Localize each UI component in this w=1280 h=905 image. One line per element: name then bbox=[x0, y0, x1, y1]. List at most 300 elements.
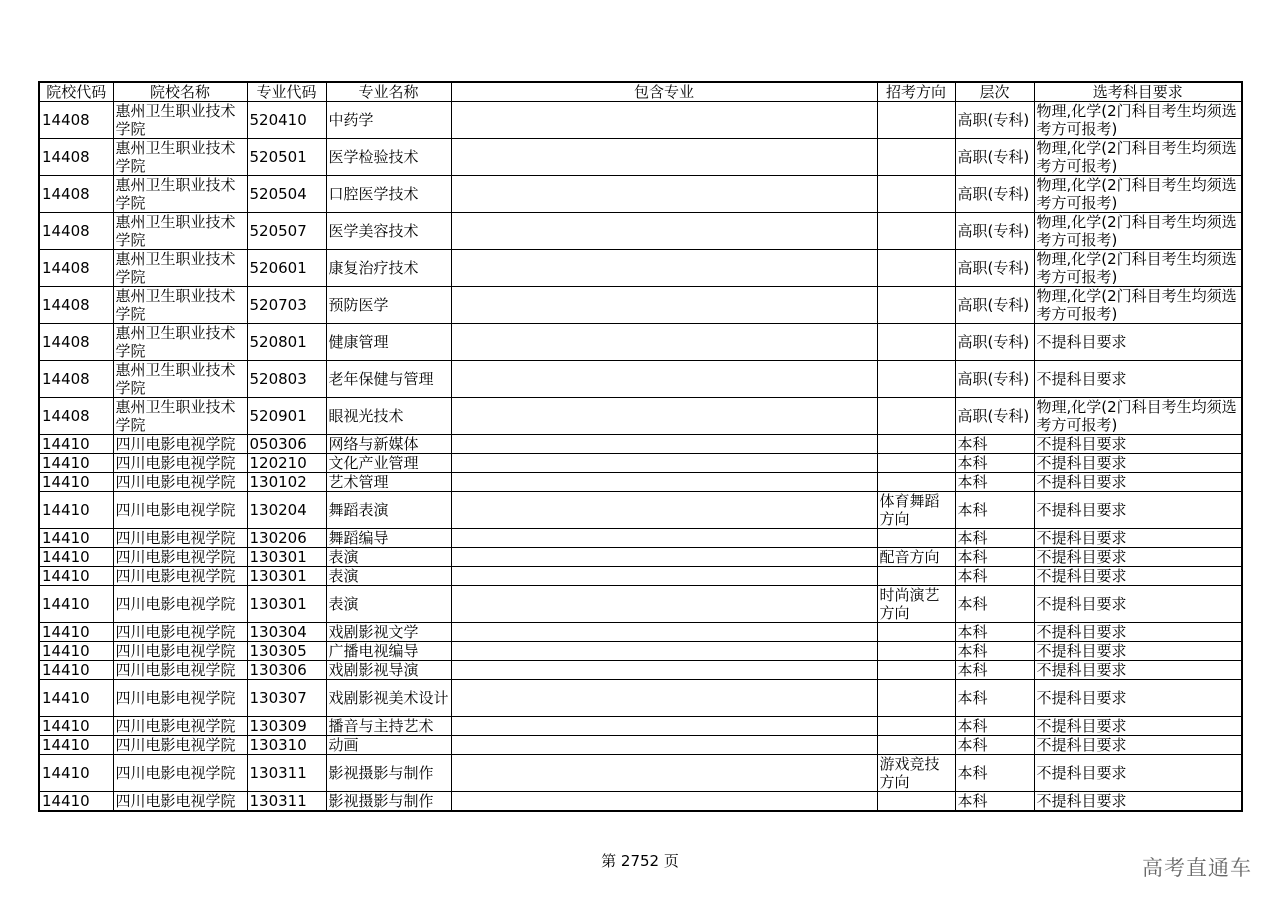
cell-level bbox=[955, 102, 1034, 139]
cell-included-majors-text bbox=[454, 435, 875, 453]
cell-major-code-text: 130309 bbox=[249, 717, 307, 735]
cell-school-name-text: 惠州卫生职业技术学院 bbox=[115, 361, 236, 397]
cell-school-name-text: 惠州卫生职业技术学院 bbox=[115, 287, 236, 323]
cell-requirement-text: 物理,化学(2门科目考生均须选考方可报考) bbox=[1036, 398, 1237, 434]
cell-major-name bbox=[326, 139, 451, 176]
cell-major-name bbox=[326, 717, 451, 736]
cell-requirement bbox=[1034, 287, 1242, 324]
cell-major-name-text: 医学美容技术 bbox=[328, 222, 419, 240]
cell-school-code-text: 14410 bbox=[42, 529, 90, 547]
cell-direction bbox=[877, 398, 955, 435]
table-row bbox=[39, 755, 1242, 792]
cell-major-code-text: 520803 bbox=[249, 370, 307, 388]
cell-level-text: 本科 bbox=[957, 529, 988, 547]
cell-direction-text bbox=[880, 642, 953, 660]
cell-direction bbox=[877, 548, 955, 567]
cell-school-code-text: 14410 bbox=[42, 567, 90, 585]
cell-included-majors bbox=[451, 567, 877, 586]
cell-requirement bbox=[1034, 529, 1242, 548]
cell-major-code bbox=[247, 717, 326, 736]
cell-major-code bbox=[247, 529, 326, 548]
cell-major-name-text: 播音与主持艺术 bbox=[328, 717, 434, 735]
cell-major-code-text: 130305 bbox=[249, 642, 307, 660]
cell-direction-text bbox=[880, 473, 953, 491]
cell-level-text: 本科 bbox=[957, 661, 988, 679]
cell-requirement-text: 不提科目要求 bbox=[1036, 567, 1127, 585]
cell-level bbox=[955, 361, 1034, 398]
cell-requirement bbox=[1034, 139, 1242, 176]
cell-direction-text bbox=[880, 792, 953, 810]
cell-level bbox=[955, 213, 1034, 250]
cell-school-code-text: 14410 bbox=[42, 689, 90, 707]
cell-level-text: 本科 bbox=[957, 595, 988, 613]
cell-major-name bbox=[326, 642, 451, 661]
cell-included-majors bbox=[451, 176, 877, 213]
cell-school-name-text: 惠州卫生职业技术学院 bbox=[115, 324, 236, 360]
cell-level bbox=[955, 139, 1034, 176]
cell-major-code bbox=[247, 473, 326, 492]
cell-requirement bbox=[1034, 642, 1242, 661]
cell-major-code bbox=[247, 755, 326, 792]
cell-school-name bbox=[113, 139, 247, 176]
cell-school-code bbox=[39, 435, 113, 454]
cell-included-majors bbox=[451, 361, 877, 398]
cell-requirement-text: 不提科目要求 bbox=[1036, 473, 1127, 491]
cell-direction-text: 游戏竞技方向 bbox=[879, 755, 940, 791]
cell-school-name-text: 四川电影电视学院 bbox=[115, 623, 236, 641]
cell-direction bbox=[877, 755, 955, 792]
cell-school-code bbox=[39, 139, 113, 176]
cell-requirement-text: 不提科目要求 bbox=[1036, 623, 1127, 641]
cell-major-name bbox=[326, 250, 451, 287]
table-row bbox=[39, 102, 1242, 139]
cell-school-name-text: 四川电影电视学院 bbox=[115, 548, 236, 566]
cell-major-name bbox=[326, 548, 451, 567]
cell-major-name-text: 艺术管理 bbox=[328, 473, 389, 491]
cell-major-code bbox=[247, 139, 326, 176]
cell-requirement-text: 物理,化学(2门科目考生均须选考方可报考) bbox=[1036, 287, 1237, 323]
cell-direction-text: 配音方向 bbox=[879, 548, 940, 566]
cell-school-code-text: 14408 bbox=[42, 222, 90, 240]
cell-major-name-text: 舞蹈编导 bbox=[328, 529, 389, 547]
cell-direction-text bbox=[880, 736, 953, 754]
cell-major-code-text: 520504 bbox=[249, 185, 307, 203]
cell-major-name bbox=[326, 755, 451, 792]
cell-major-name bbox=[326, 736, 451, 755]
cell-major-code-text: 130310 bbox=[249, 736, 307, 754]
cell-major-code-text: 130102 bbox=[249, 473, 307, 491]
cell-major-code bbox=[247, 661, 326, 680]
cell-major-code bbox=[247, 324, 326, 361]
cell-requirement bbox=[1034, 736, 1242, 755]
cell-school-name bbox=[113, 324, 247, 361]
cell-school-code-text: 14410 bbox=[42, 642, 90, 660]
table-row bbox=[39, 176, 1242, 213]
cell-major-name-text: 老年保健与管理 bbox=[328, 370, 434, 388]
cell-requirement bbox=[1034, 548, 1242, 567]
cell-level-text: 本科 bbox=[957, 567, 988, 585]
cell-major-name bbox=[326, 213, 451, 250]
cell-major-code-text: 050306 bbox=[249, 435, 307, 453]
cell-requirement bbox=[1034, 661, 1242, 680]
cell-school-name bbox=[113, 567, 247, 586]
table-row bbox=[39, 139, 1242, 176]
cell-included-majors bbox=[451, 250, 877, 287]
cell-major-name-text: 医学检验技术 bbox=[328, 148, 419, 166]
table-row bbox=[39, 680, 1242, 717]
header-school-name: 院校名称 bbox=[113, 82, 247, 102]
cell-major-name bbox=[326, 176, 451, 213]
cell-major-code-text: 130306 bbox=[249, 661, 307, 679]
cell-school-name bbox=[113, 680, 247, 717]
cell-included-majors-text bbox=[454, 567, 875, 585]
cell-school-code-text: 14410 bbox=[42, 454, 90, 472]
cell-school-code bbox=[39, 473, 113, 492]
cell-major-name-text: 戏剧影视文学 bbox=[328, 623, 419, 641]
cell-school-name bbox=[113, 435, 247, 454]
cell-school-name-text: 四川电影电视学院 bbox=[115, 473, 236, 491]
cell-direction bbox=[877, 642, 955, 661]
cell-school-code bbox=[39, 642, 113, 661]
cell-requirement bbox=[1034, 680, 1242, 717]
cell-major-name-text: 表演 bbox=[328, 567, 359, 585]
admission-table bbox=[38, 81, 1243, 812]
cell-major-name-text: 口腔医学技术 bbox=[328, 185, 419, 203]
cell-major-code-text: 130307 bbox=[249, 689, 307, 707]
cell-school-name bbox=[113, 623, 247, 642]
table-row bbox=[39, 567, 1242, 586]
cell-level bbox=[955, 398, 1034, 435]
cell-major-code bbox=[247, 361, 326, 398]
cell-level-text: 高职(专科) bbox=[957, 148, 1030, 166]
cell-requirement-text: 不提科目要求 bbox=[1036, 689, 1127, 707]
cell-school-code-text: 14408 bbox=[42, 370, 90, 388]
cell-direction-text bbox=[880, 435, 953, 453]
table-row bbox=[39, 792, 1242, 812]
cell-level bbox=[955, 755, 1034, 792]
cell-level bbox=[955, 586, 1034, 623]
cell-major-name-text: 戏剧影视美术设计 bbox=[328, 689, 449, 707]
cell-school-name bbox=[113, 736, 247, 755]
cell-school-code-text: 14410 bbox=[42, 623, 90, 641]
cell-major-code bbox=[247, 680, 326, 717]
cell-included-majors-text bbox=[454, 623, 875, 641]
cell-school-code-text: 14410 bbox=[42, 548, 90, 566]
cell-major-name bbox=[326, 492, 451, 529]
cell-level bbox=[955, 736, 1034, 755]
cell-level bbox=[955, 623, 1034, 642]
cell-school-name bbox=[113, 529, 247, 548]
cell-direction bbox=[877, 361, 955, 398]
cell-school-code-text: 14410 bbox=[42, 473, 90, 491]
cell-requirement bbox=[1034, 792, 1242, 812]
cell-included-majors bbox=[451, 454, 877, 473]
cell-included-majors bbox=[451, 213, 877, 250]
cell-included-majors bbox=[451, 755, 877, 792]
cell-major-code bbox=[247, 287, 326, 324]
cell-level-text: 本科 bbox=[957, 454, 988, 472]
cell-school-code bbox=[39, 567, 113, 586]
header-level: 层次 bbox=[955, 82, 1034, 102]
table-row bbox=[39, 529, 1242, 548]
cell-school-code bbox=[39, 213, 113, 250]
cell-school-code bbox=[39, 287, 113, 324]
table-row bbox=[39, 361, 1242, 398]
cell-level-text: 本科 bbox=[957, 717, 988, 735]
cell-school-name-text: 四川电影电视学院 bbox=[115, 764, 236, 782]
cell-level-text: 高职(专科) bbox=[957, 111, 1030, 129]
cell-major-name bbox=[326, 398, 451, 435]
cell-school-name-text: 四川电影电视学院 bbox=[115, 736, 236, 754]
cell-school-name bbox=[113, 454, 247, 473]
cell-major-code bbox=[247, 454, 326, 473]
cell-direction bbox=[877, 680, 955, 717]
cell-level-text: 本科 bbox=[957, 473, 988, 491]
cell-included-majors bbox=[451, 529, 877, 548]
cell-major-name bbox=[326, 435, 451, 454]
table-row bbox=[39, 623, 1242, 642]
cell-major-code-text: 130301 bbox=[249, 567, 307, 585]
cell-school-name-text: 四川电影电视学院 bbox=[115, 792, 236, 810]
cell-requirement-text: 物理,化学(2门科目考生均须选考方可报考) bbox=[1036, 139, 1237, 175]
table-row bbox=[39, 473, 1242, 492]
cell-requirement-text: 不提科目要求 bbox=[1036, 548, 1127, 566]
cell-school-name bbox=[113, 717, 247, 736]
cell-school-name-text: 四川电影电视学院 bbox=[115, 567, 236, 585]
cell-requirement bbox=[1034, 324, 1242, 361]
cell-school-code bbox=[39, 661, 113, 680]
cell-school-code-text: 14410 bbox=[42, 736, 90, 754]
cell-school-name-text: 惠州卫生职业技术学院 bbox=[115, 398, 236, 434]
cell-requirement bbox=[1034, 492, 1242, 529]
cell-school-name bbox=[113, 287, 247, 324]
cell-direction-text bbox=[880, 529, 953, 547]
cell-major-code-text: 130301 bbox=[249, 595, 307, 613]
cell-level-text: 本科 bbox=[957, 548, 988, 566]
cell-requirement-text: 物理,化学(2门科目考生均须选考方可报考) bbox=[1036, 213, 1237, 249]
cell-requirement bbox=[1034, 102, 1242, 139]
cell-level-text: 高职(专科) bbox=[957, 370, 1030, 388]
cell-included-majors bbox=[451, 623, 877, 642]
cell-requirement bbox=[1034, 473, 1242, 492]
cell-included-majors-text bbox=[454, 717, 875, 735]
cell-direction-text: 体育舞蹈方向 bbox=[879, 492, 940, 528]
cell-included-majors bbox=[451, 398, 877, 435]
cell-requirement-text: 物理,化学(2门科目考生均须选考方可报考) bbox=[1036, 102, 1237, 138]
cell-school-name bbox=[113, 176, 247, 213]
cell-requirement bbox=[1034, 361, 1242, 398]
cell-school-code bbox=[39, 176, 113, 213]
table-row bbox=[39, 287, 1242, 324]
cell-school-name-text: 四川电影电视学院 bbox=[115, 529, 236, 547]
cell-school-code bbox=[39, 324, 113, 361]
cell-level bbox=[955, 680, 1034, 717]
cell-major-code bbox=[247, 435, 326, 454]
cell-included-majors bbox=[451, 287, 877, 324]
cell-included-majors-text bbox=[454, 736, 875, 754]
cell-school-code bbox=[39, 529, 113, 548]
cell-school-code bbox=[39, 736, 113, 755]
cell-included-majors bbox=[451, 492, 877, 529]
cell-major-code bbox=[247, 586, 326, 623]
cell-major-name bbox=[326, 623, 451, 642]
cell-school-name-text: 四川电影电视学院 bbox=[115, 717, 236, 735]
cell-school-code bbox=[39, 755, 113, 792]
cell-level-text: 本科 bbox=[957, 501, 988, 519]
cell-major-code bbox=[247, 792, 326, 812]
cell-direction bbox=[877, 492, 955, 529]
cell-requirement-text: 不提科目要求 bbox=[1036, 642, 1127, 660]
cell-requirement bbox=[1034, 586, 1242, 623]
cell-direction bbox=[877, 454, 955, 473]
admission-table-container bbox=[38, 81, 1243, 812]
cell-school-code bbox=[39, 680, 113, 717]
cell-major-code bbox=[247, 567, 326, 586]
cell-school-name bbox=[113, 250, 247, 287]
cell-major-code bbox=[247, 736, 326, 755]
cell-level bbox=[955, 250, 1034, 287]
cell-level bbox=[955, 567, 1034, 586]
cell-school-code bbox=[39, 492, 113, 529]
cell-included-majors-text bbox=[454, 454, 875, 472]
cell-major-name-text: 广播电视编导 bbox=[328, 642, 419, 660]
cell-requirement-text: 物理,化学(2门科目考生均须选考方可报考) bbox=[1036, 250, 1237, 286]
cell-level-text: 高职(专科) bbox=[957, 222, 1030, 240]
table-row bbox=[39, 548, 1242, 567]
cell-school-name bbox=[113, 755, 247, 792]
cell-major-code-text: 130204 bbox=[249, 501, 307, 519]
cell-major-name bbox=[326, 586, 451, 623]
cell-included-majors-text bbox=[454, 661, 875, 679]
cell-requirement-text: 不提科目要求 bbox=[1036, 764, 1127, 782]
cell-school-code bbox=[39, 717, 113, 736]
cell-requirement bbox=[1034, 435, 1242, 454]
cell-direction-text: 时尚演艺方向 bbox=[879, 586, 940, 622]
cell-requirement-text: 不提科目要求 bbox=[1036, 529, 1127, 547]
cell-school-name bbox=[113, 586, 247, 623]
header-requirement: 选考科目要求 bbox=[1034, 82, 1242, 102]
cell-school-name bbox=[113, 642, 247, 661]
cell-level-text: 高职(专科) bbox=[957, 185, 1030, 203]
cell-included-majors-text bbox=[454, 792, 875, 810]
cell-school-name-text: 四川电影电视学院 bbox=[115, 435, 236, 453]
cell-included-majors-text bbox=[454, 642, 875, 660]
cell-level-text: 本科 bbox=[957, 792, 988, 810]
cell-school-code-text: 14410 bbox=[42, 501, 90, 519]
cell-major-name-text: 眼视光技术 bbox=[328, 407, 404, 425]
header-major-name: 专业名称 bbox=[326, 82, 451, 102]
cell-direction bbox=[877, 287, 955, 324]
cell-school-name-text: 四川电影电视学院 bbox=[115, 454, 236, 472]
cell-included-majors bbox=[451, 548, 877, 567]
cell-included-majors bbox=[451, 139, 877, 176]
cell-major-code bbox=[247, 398, 326, 435]
cell-major-code-text: 130206 bbox=[249, 529, 307, 547]
cell-level-text: 高职(专科) bbox=[957, 259, 1030, 277]
page-number: 第 2752 页 bbox=[601, 852, 679, 870]
cell-school-name-text: 四川电影电视学院 bbox=[115, 661, 236, 679]
cell-major-code-text: 520410 bbox=[249, 111, 307, 129]
cell-school-code-text: 14410 bbox=[42, 661, 90, 679]
table-row bbox=[39, 250, 1242, 287]
cell-school-name bbox=[113, 792, 247, 812]
cell-requirement-text: 不提科目要求 bbox=[1036, 435, 1127, 453]
cell-level-text: 本科 bbox=[957, 623, 988, 641]
cell-direction bbox=[877, 176, 955, 213]
cell-major-name bbox=[326, 454, 451, 473]
cell-included-majors bbox=[451, 435, 877, 454]
cell-major-name-text: 网络与新媒体 bbox=[328, 435, 419, 453]
header-direction: 招考方向 bbox=[877, 82, 955, 102]
cell-school-code bbox=[39, 623, 113, 642]
cell-direction bbox=[877, 435, 955, 454]
cell-requirement bbox=[1034, 755, 1242, 792]
cell-major-code-text: 520901 bbox=[249, 407, 307, 425]
table-row bbox=[39, 736, 1242, 755]
table-row bbox=[39, 492, 1242, 529]
cell-school-name-text: 惠州卫生职业技术学院 bbox=[115, 176, 236, 212]
cell-included-majors bbox=[451, 102, 877, 139]
cell-major-code-text: 520507 bbox=[249, 222, 307, 240]
cell-direction bbox=[877, 102, 955, 139]
cell-requirement-text: 不提科目要求 bbox=[1036, 370, 1127, 388]
cell-level bbox=[955, 492, 1034, 529]
cell-level bbox=[955, 435, 1034, 454]
cell-included-majors bbox=[451, 680, 877, 717]
cell-level bbox=[955, 661, 1034, 680]
header-major-code: 专业代码 bbox=[247, 82, 326, 102]
cell-level bbox=[955, 529, 1034, 548]
cell-level bbox=[955, 642, 1034, 661]
cell-level-text: 本科 bbox=[957, 764, 988, 782]
cell-direction-text bbox=[880, 454, 953, 472]
cell-direction bbox=[877, 250, 955, 287]
cell-school-code-text: 14408 bbox=[42, 407, 90, 425]
cell-school-code-text: 14410 bbox=[42, 792, 90, 810]
cell-major-name bbox=[326, 792, 451, 812]
cell-included-majors bbox=[451, 717, 877, 736]
cell-school-code-text: 14410 bbox=[42, 435, 90, 453]
cell-direction bbox=[877, 567, 955, 586]
cell-requirement bbox=[1034, 213, 1242, 250]
table-row bbox=[39, 586, 1242, 623]
cell-school-name-text: 四川电影电视学院 bbox=[115, 642, 236, 660]
cell-major-code-text: 130301 bbox=[249, 548, 307, 566]
table-row bbox=[39, 213, 1242, 250]
cell-requirement bbox=[1034, 176, 1242, 213]
table-row bbox=[39, 717, 1242, 736]
cell-requirement-text: 物理,化学(2门科目考生均须选考方可报考) bbox=[1036, 176, 1237, 212]
cell-level bbox=[955, 792, 1034, 812]
cell-level bbox=[955, 287, 1034, 324]
cell-included-majors bbox=[451, 736, 877, 755]
cell-school-name bbox=[113, 398, 247, 435]
cell-level-text: 本科 bbox=[957, 689, 988, 707]
cell-requirement-text: 不提科目要求 bbox=[1036, 501, 1127, 519]
cell-major-name bbox=[326, 102, 451, 139]
cell-school-code-text: 14408 bbox=[42, 148, 90, 166]
cell-school-name-text: 惠州卫生职业技术学院 bbox=[115, 213, 236, 249]
cell-included-majors-text bbox=[454, 529, 875, 547]
header-school-code: 院校代码 bbox=[39, 82, 113, 102]
cell-major-name bbox=[326, 324, 451, 361]
cell-major-name-text: 健康管理 bbox=[328, 333, 389, 351]
cell-major-name-text: 动画 bbox=[328, 736, 359, 754]
cell-requirement-text: 不提科目要求 bbox=[1036, 792, 1127, 810]
cell-school-code bbox=[39, 548, 113, 567]
cell-direction-text bbox=[880, 623, 953, 641]
cell-major-name bbox=[326, 361, 451, 398]
